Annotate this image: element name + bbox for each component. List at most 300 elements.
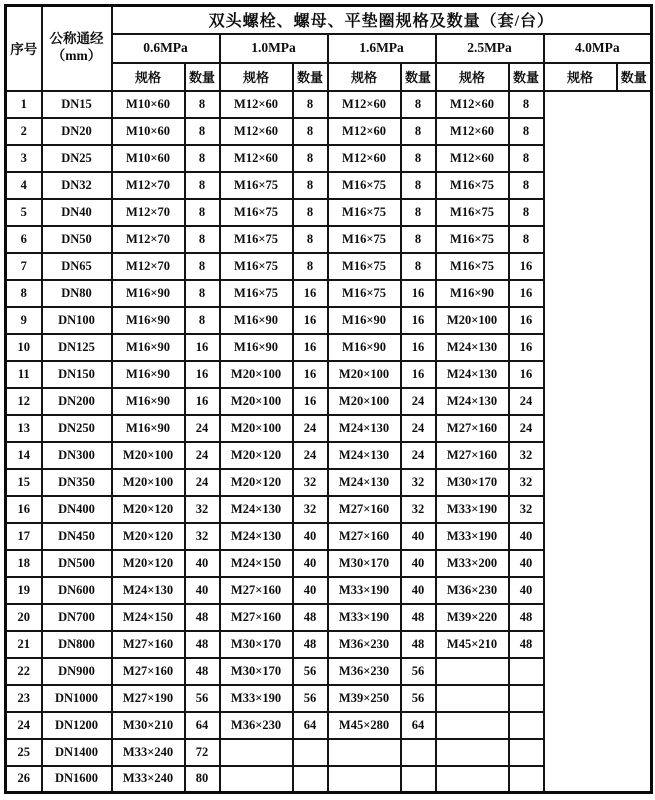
dn-cell: DN1200 bbox=[42, 712, 112, 739]
spec-cell: M33×240 bbox=[112, 766, 185, 793]
qty-cell: 8 bbox=[185, 172, 220, 199]
spec-cell: M12×60 bbox=[436, 145, 509, 172]
spec-cell: M27×160 bbox=[328, 496, 401, 523]
qty-cell: 16 bbox=[509, 361, 544, 388]
dn-cell: DN350 bbox=[42, 469, 112, 496]
spec-cell: M16×75 bbox=[220, 172, 293, 199]
seq-cell: 9 bbox=[6, 307, 42, 334]
seq-cell: 23 bbox=[6, 685, 42, 712]
spec-cell: M16×90 bbox=[112, 280, 185, 307]
spec-cell: M45×280 bbox=[328, 712, 401, 739]
qty-cell: 16 bbox=[509, 253, 544, 280]
pressure-header-1_6mpa: 1.6MPa bbox=[328, 34, 436, 63]
spec-cell: M30×170 bbox=[328, 550, 401, 577]
qty-cell: 40 bbox=[509, 577, 544, 604]
qty-cell: 56 bbox=[293, 658, 328, 685]
qty-cell: 8 bbox=[185, 91, 220, 118]
qty-cell: 8 bbox=[185, 253, 220, 280]
spec-cell bbox=[328, 739, 401, 766]
table-row bbox=[6, 91, 652, 118]
table-row bbox=[6, 631, 652, 658]
seq-cell: 4 bbox=[6, 172, 42, 199]
qty-cell bbox=[401, 766, 436, 793]
table-row bbox=[6, 253, 652, 280]
qty-cell: 16 bbox=[509, 280, 544, 307]
seq-cell: 20 bbox=[6, 604, 42, 631]
spec-cell: M12×60 bbox=[220, 145, 293, 172]
spec-cell: M16×75 bbox=[436, 199, 509, 226]
spec-cell: M24×130 bbox=[436, 388, 509, 415]
seq-cell: 11 bbox=[6, 361, 42, 388]
qty-cell: 56 bbox=[401, 658, 436, 685]
qty-cell: 80 bbox=[185, 766, 220, 793]
seq-cell: 18 bbox=[6, 550, 42, 577]
dn-cell: DN125 bbox=[42, 334, 112, 361]
spec-cell: M33×240 bbox=[112, 739, 185, 766]
spec-label-cell: 规格 bbox=[220, 63, 293, 91]
qty-label-cell: 数量 bbox=[185, 63, 220, 91]
spec-cell: M39×250 bbox=[328, 685, 401, 712]
seq-cell: 8 bbox=[6, 280, 42, 307]
spec-cell: M33×190 bbox=[436, 523, 509, 550]
qty-cell: 32 bbox=[293, 496, 328, 523]
seq-cell: 6 bbox=[6, 226, 42, 253]
qty-cell: 8 bbox=[401, 118, 436, 145]
qty-cell: 8 bbox=[185, 145, 220, 172]
spec-table bbox=[4, 4, 653, 794]
table-row bbox=[6, 280, 652, 307]
table-row bbox=[6, 766, 652, 793]
qty-label-cell: 数量 bbox=[293, 63, 328, 91]
table-row bbox=[6, 415, 652, 442]
dn-cell: DN1000 bbox=[42, 685, 112, 712]
qty-cell: 32 bbox=[185, 496, 220, 523]
qty-cell: 16 bbox=[293, 388, 328, 415]
qty-cell: 8 bbox=[293, 172, 328, 199]
spec-cell: M20×100 bbox=[220, 415, 293, 442]
seq-cell: 24 bbox=[6, 712, 42, 739]
qty-cell: 16 bbox=[185, 361, 220, 388]
spec-cell: M33×190 bbox=[436, 496, 509, 523]
qty-cell: 40 bbox=[509, 550, 544, 577]
table-row bbox=[6, 442, 652, 469]
qty-cell: 24 bbox=[185, 415, 220, 442]
spec-cell: M20×100 bbox=[112, 469, 185, 496]
spec-cell: M12×60 bbox=[328, 118, 401, 145]
spec-cell: M27×160 bbox=[436, 415, 509, 442]
spec-cell: M20×100 bbox=[436, 307, 509, 334]
qty-cell bbox=[509, 712, 544, 739]
spec-cell: M20×100 bbox=[328, 361, 401, 388]
dn-cell: DN32 bbox=[42, 172, 112, 199]
dn-cell: DN700 bbox=[42, 604, 112, 631]
spec-cell: M12×70 bbox=[112, 253, 185, 280]
dn-cell: DN15 bbox=[42, 91, 112, 118]
spec-cell: M16×75 bbox=[436, 226, 509, 253]
qty-cell: 48 bbox=[509, 631, 544, 658]
spec-cell: M20×120 bbox=[220, 469, 293, 496]
spec-cell bbox=[436, 766, 509, 793]
spec-cell: M33×200 bbox=[436, 550, 509, 577]
spec-cell: M24×130 bbox=[220, 496, 293, 523]
table-row bbox=[6, 334, 652, 361]
qty-cell: 8 bbox=[293, 118, 328, 145]
qty-cell: 64 bbox=[293, 712, 328, 739]
table-row bbox=[6, 226, 652, 253]
spec-label-cell: 规格 bbox=[112, 63, 185, 91]
qty-cell: 40 bbox=[401, 577, 436, 604]
dn-cell: DN25 bbox=[42, 145, 112, 172]
dn-cell: DN900 bbox=[42, 658, 112, 685]
spec-cell: M27×190 bbox=[112, 685, 185, 712]
qty-cell: 8 bbox=[293, 226, 328, 253]
seq-cell: 16 bbox=[6, 496, 42, 523]
qty-cell: 8 bbox=[185, 199, 220, 226]
spec-cell: M20×100 bbox=[220, 388, 293, 415]
table-row bbox=[6, 172, 652, 199]
qty-cell: 72 bbox=[185, 739, 220, 766]
spec-cell: M16×90 bbox=[112, 388, 185, 415]
qty-cell: 32 bbox=[509, 442, 544, 469]
spec-cell: M20×120 bbox=[220, 442, 293, 469]
qty-cell: 24 bbox=[401, 415, 436, 442]
spec-cell: M30×210 bbox=[112, 712, 185, 739]
table-row bbox=[6, 685, 652, 712]
qty-cell: 48 bbox=[401, 604, 436, 631]
spec-cell bbox=[220, 739, 293, 766]
spec-cell: M16×75 bbox=[220, 280, 293, 307]
qty-cell: 8 bbox=[185, 307, 220, 334]
dn-cell: DN400 bbox=[42, 496, 112, 523]
seq-cell: 12 bbox=[6, 388, 42, 415]
spec-cell: M20×120 bbox=[112, 496, 185, 523]
qty-cell: 32 bbox=[509, 496, 544, 523]
qty-cell: 8 bbox=[401, 253, 436, 280]
qty-cell: 16 bbox=[401, 334, 436, 361]
spec-cell: M16×90 bbox=[328, 307, 401, 334]
dn-cell: DN1600 bbox=[42, 766, 112, 793]
qty-cell: 24 bbox=[401, 388, 436, 415]
qty-cell: 8 bbox=[293, 253, 328, 280]
seq-cell: 17 bbox=[6, 523, 42, 550]
dn-cell: DN500 bbox=[42, 550, 112, 577]
seq-cell: 10 bbox=[6, 334, 42, 361]
qty-cell: 24 bbox=[185, 469, 220, 496]
spec-cell: M16×75 bbox=[328, 172, 401, 199]
spec-cell: M27×160 bbox=[220, 577, 293, 604]
spec-cell: M27×160 bbox=[328, 523, 401, 550]
spec-cell: M20×120 bbox=[112, 550, 185, 577]
qty-cell: 48 bbox=[293, 604, 328, 631]
qty-cell bbox=[509, 739, 544, 766]
qty-cell: 16 bbox=[185, 334, 220, 361]
seq-cell: 2 bbox=[6, 118, 42, 145]
table-row bbox=[6, 145, 652, 172]
qty-cell: 8 bbox=[509, 226, 544, 253]
qty-cell: 56 bbox=[185, 685, 220, 712]
spec-cell: M30×170 bbox=[220, 658, 293, 685]
qty-cell: 32 bbox=[185, 523, 220, 550]
qty-cell bbox=[293, 766, 328, 793]
table-row bbox=[6, 523, 652, 550]
spec-cell: M12×60 bbox=[328, 145, 401, 172]
qty-cell: 64 bbox=[185, 712, 220, 739]
qty-cell: 32 bbox=[509, 469, 544, 496]
spec-cell bbox=[436, 712, 509, 739]
pressure-header-2_5mpa: 2.5MPa bbox=[436, 34, 544, 63]
qty-cell: 8 bbox=[293, 145, 328, 172]
qty-cell: 32 bbox=[293, 469, 328, 496]
spec-cell: M16×90 bbox=[112, 415, 185, 442]
dn-cell: DN300 bbox=[42, 442, 112, 469]
table-row bbox=[6, 550, 652, 577]
dn-unit-label: （mm） bbox=[51, 48, 102, 64]
spec-cell: M45×210 bbox=[436, 631, 509, 658]
seq-cell: 1 bbox=[6, 91, 42, 118]
spec-cell: M16×75 bbox=[328, 280, 401, 307]
qty-cell: 16 bbox=[401, 280, 436, 307]
qty-cell: 16 bbox=[509, 334, 544, 361]
table-row bbox=[6, 712, 652, 739]
qty-cell: 16 bbox=[401, 307, 436, 334]
qty-cell: 24 bbox=[293, 442, 328, 469]
qty-cell: 32 bbox=[401, 469, 436, 496]
spec-cell: M27×160 bbox=[112, 631, 185, 658]
qty-cell bbox=[293, 739, 328, 766]
qty-cell: 8 bbox=[293, 91, 328, 118]
qty-cell: 24 bbox=[509, 388, 544, 415]
spec-cell: M24×150 bbox=[220, 550, 293, 577]
qty-cell: 24 bbox=[401, 442, 436, 469]
qty-cell: 16 bbox=[293, 334, 328, 361]
spec-cell: M36×230 bbox=[220, 712, 293, 739]
spec-cell: M24×130 bbox=[328, 442, 401, 469]
spec-cell: M20×100 bbox=[328, 388, 401, 415]
spec-cell bbox=[436, 739, 509, 766]
spec-cell: M12×70 bbox=[112, 199, 185, 226]
spec-cell: M10×60 bbox=[112, 91, 185, 118]
dn-cell: DN20 bbox=[42, 118, 112, 145]
table-row bbox=[6, 388, 652, 415]
qty-cell: 16 bbox=[509, 307, 544, 334]
seq-cell: 15 bbox=[6, 469, 42, 496]
qty-cell: 8 bbox=[509, 172, 544, 199]
seq-cell: 14 bbox=[6, 442, 42, 469]
qty-label-cell: 数量 bbox=[509, 63, 544, 91]
qty-cell: 8 bbox=[509, 199, 544, 226]
qty-label-cell: 数量 bbox=[617, 63, 652, 91]
qty-cell: 8 bbox=[293, 199, 328, 226]
spec-cell: M36×230 bbox=[328, 631, 401, 658]
dn-header-cell bbox=[42, 6, 112, 91]
spec-cell: M36×230 bbox=[328, 658, 401, 685]
qty-cell: 40 bbox=[185, 577, 220, 604]
qty-cell: 40 bbox=[293, 577, 328, 604]
qty-cell: 8 bbox=[401, 145, 436, 172]
table-row bbox=[6, 469, 652, 496]
qty-cell: 40 bbox=[509, 523, 544, 550]
qty-cell: 56 bbox=[293, 685, 328, 712]
qty-cell: 16 bbox=[293, 280, 328, 307]
spec-cell: M24×150 bbox=[112, 604, 185, 631]
seq-cell: 21 bbox=[6, 631, 42, 658]
spec-cell bbox=[436, 685, 509, 712]
table-row bbox=[6, 739, 652, 766]
spec-label-cell: 规格 bbox=[544, 63, 617, 91]
spec-cell: M16×90 bbox=[328, 334, 401, 361]
table-row bbox=[6, 307, 652, 334]
table-row bbox=[6, 577, 652, 604]
pressure-header-1_0mpa: 1.0MPa bbox=[220, 34, 328, 63]
qty-cell: 56 bbox=[401, 685, 436, 712]
spec-cell: M27×160 bbox=[220, 604, 293, 631]
spec-cell bbox=[436, 658, 509, 685]
qty-label-cell: 数量 bbox=[401, 63, 436, 91]
dn-cell: DN80 bbox=[42, 280, 112, 307]
spec-label-cell: 规格 bbox=[436, 63, 509, 91]
seq-cell: 26 bbox=[6, 766, 42, 793]
spec-cell: M30×170 bbox=[436, 469, 509, 496]
spec-cell: M12×60 bbox=[328, 91, 401, 118]
spec-cell: M33×190 bbox=[328, 604, 401, 631]
table-row bbox=[6, 496, 652, 523]
table-row bbox=[6, 604, 652, 631]
spec-cell: M16×75 bbox=[436, 253, 509, 280]
spec-cell: M16×90 bbox=[112, 361, 185, 388]
qty-cell: 40 bbox=[401, 550, 436, 577]
spec-cell: M24×130 bbox=[112, 577, 185, 604]
spec-cell: M12×60 bbox=[436, 91, 509, 118]
dn-cell: DN600 bbox=[42, 577, 112, 604]
dn-cell: DN250 bbox=[42, 415, 112, 442]
spec-cell: M10×60 bbox=[112, 145, 185, 172]
qty-cell: 8 bbox=[509, 91, 544, 118]
qty-cell: 8 bbox=[401, 172, 436, 199]
dn-header-label: 公称通经 bbox=[49, 31, 104, 47]
spec-cell: M16×90 bbox=[220, 334, 293, 361]
spec-cell: M24×130 bbox=[436, 361, 509, 388]
seq-cell: 7 bbox=[6, 253, 42, 280]
table-row bbox=[6, 361, 652, 388]
spec-cell: M16×75 bbox=[328, 253, 401, 280]
qty-cell: 8 bbox=[401, 91, 436, 118]
spec-cell: M12×70 bbox=[112, 172, 185, 199]
spec-cell: M24×130 bbox=[436, 334, 509, 361]
qty-cell: 48 bbox=[509, 604, 544, 631]
dn-cell: DN150 bbox=[42, 361, 112, 388]
qty-cell: 48 bbox=[185, 604, 220, 631]
spec-cell: M27×160 bbox=[112, 658, 185, 685]
qty-cell: 64 bbox=[401, 712, 436, 739]
spec-cell: M12×60 bbox=[220, 118, 293, 145]
spec-cell: M20×100 bbox=[220, 361, 293, 388]
spec-cell: M24×130 bbox=[328, 469, 401, 496]
seq-cell: 22 bbox=[6, 658, 42, 685]
qty-cell bbox=[509, 766, 544, 793]
qty-cell: 48 bbox=[185, 631, 220, 658]
dn-cell: DN1400 bbox=[42, 739, 112, 766]
dn-cell: DN200 bbox=[42, 388, 112, 415]
spec-cell: M16×75 bbox=[220, 226, 293, 253]
qty-cell: 8 bbox=[185, 118, 220, 145]
seq-header-label: 序号 bbox=[10, 42, 38, 58]
spec-cell: M16×75 bbox=[220, 253, 293, 280]
qty-cell: 40 bbox=[293, 523, 328, 550]
qty-cell: 16 bbox=[293, 307, 328, 334]
seq-cell: 13 bbox=[6, 415, 42, 442]
qty-cell: 8 bbox=[509, 145, 544, 172]
qty-cell: 8 bbox=[509, 118, 544, 145]
table-row bbox=[6, 199, 652, 226]
qty-cell: 40 bbox=[293, 550, 328, 577]
seq-cell: 19 bbox=[6, 577, 42, 604]
dn-cell: DN50 bbox=[42, 226, 112, 253]
pressure-header-0_6mpa: 0.6MPa bbox=[112, 34, 220, 63]
spec-cell: M27×160 bbox=[436, 442, 509, 469]
seq-cell: 25 bbox=[6, 739, 42, 766]
spec-cell: M16×75 bbox=[220, 199, 293, 226]
qty-cell: 40 bbox=[185, 550, 220, 577]
qty-cell: 48 bbox=[185, 658, 220, 685]
spec-cell: M20×120 bbox=[112, 523, 185, 550]
dn-cell: DN800 bbox=[42, 631, 112, 658]
qty-cell: 8 bbox=[401, 226, 436, 253]
qty-cell: 16 bbox=[293, 361, 328, 388]
seq-cell: 5 bbox=[6, 199, 42, 226]
qty-cell: 24 bbox=[293, 415, 328, 442]
qty-cell: 24 bbox=[185, 442, 220, 469]
spec-cell: M24×130 bbox=[220, 523, 293, 550]
qty-cell: 8 bbox=[185, 226, 220, 253]
spec-cell: M16×75 bbox=[328, 199, 401, 226]
qty-cell: 48 bbox=[401, 631, 436, 658]
spec-table-body bbox=[6, 91, 652, 793]
spec-cell bbox=[220, 766, 293, 793]
qty-cell: 16 bbox=[401, 361, 436, 388]
qty-cell bbox=[401, 739, 436, 766]
spec-cell: M24×130 bbox=[328, 415, 401, 442]
qty-cell bbox=[509, 685, 544, 712]
qty-cell: 16 bbox=[185, 388, 220, 415]
spec-cell: M16×90 bbox=[220, 307, 293, 334]
qty-cell: 8 bbox=[401, 199, 436, 226]
qty-cell: 24 bbox=[509, 415, 544, 442]
seq-header-cell bbox=[6, 6, 42, 91]
spec-cell: M16×75 bbox=[328, 226, 401, 253]
spec-cell: M33×190 bbox=[328, 577, 401, 604]
table-row bbox=[6, 118, 652, 145]
qty-cell: 40 bbox=[401, 523, 436, 550]
spec-cell: M12×60 bbox=[436, 118, 509, 145]
spec-cell: M16×90 bbox=[112, 334, 185, 361]
qty-cell bbox=[509, 658, 544, 685]
spec-label-cell: 规格 bbox=[328, 63, 401, 91]
pressure-header-4_0mpa: 4.0MPa bbox=[544, 34, 652, 63]
dn-cell: DN450 bbox=[42, 523, 112, 550]
spec-cell bbox=[328, 766, 401, 793]
spec-cell: M30×170 bbox=[220, 631, 293, 658]
spec-cell: M39×220 bbox=[436, 604, 509, 631]
seq-cell: 3 bbox=[6, 145, 42, 172]
spec-cell: M33×190 bbox=[220, 685, 293, 712]
spec-cell: M10×60 bbox=[112, 118, 185, 145]
dn-cell: DN65 bbox=[42, 253, 112, 280]
table-row bbox=[6, 658, 652, 685]
qty-cell: 48 bbox=[293, 631, 328, 658]
dn-cell: DN100 bbox=[42, 307, 112, 334]
qty-cell: 8 bbox=[185, 280, 220, 307]
spec-cell: M12×70 bbox=[112, 226, 185, 253]
